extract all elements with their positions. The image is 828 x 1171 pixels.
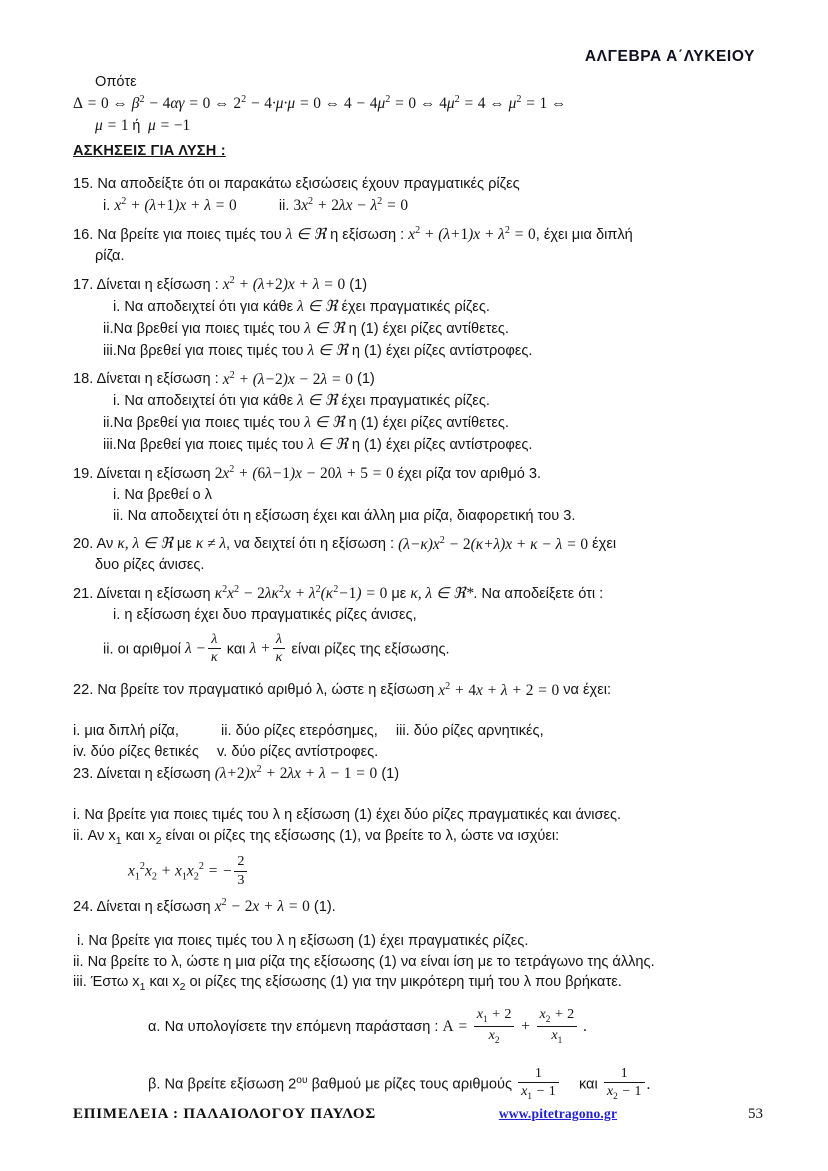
exercise-18-i-label: i. — [113, 393, 121, 410]
exercise-24-number: 24. — [73, 899, 94, 916]
exercise-20-cond2: κ ≠ λ — [195, 535, 227, 553]
exercise-16-text-a: Να βρείτε για ποιες τιμές του — [97, 227, 282, 244]
exercise-22-option-i: i. μια διπλή ρίζα, — [73, 723, 179, 740]
exercise-24-beta — [73, 1067, 763, 1103]
exercise-17-i-label: i. — [113, 298, 121, 315]
exercise-17-iii — [73, 340, 763, 362]
exercise-17-ii-label: ii. — [103, 320, 114, 337]
exercise-23-number: 23. — [73, 766, 94, 783]
exercise-17-i-set: λ ∈ ℜ — [297, 297, 338, 315]
exercise-15-ii-label: ii. — [278, 198, 290, 215]
exercise-18-i-text-b: έχει πραγματικές ρίζες. — [341, 393, 490, 410]
footer-website-link[interactable]: www.pitetragono.gr — [498, 1106, 618, 1121]
exercise-18-tag: (1) — [356, 371, 375, 388]
exercise-23-tag: (1) — [381, 766, 400, 783]
exercise-21-text-c: . Να αποδείξετε ότι : — [473, 586, 604, 603]
exercise-18-text: Δίνεται η εξίσωση : — [96, 371, 219, 388]
exercise-17-iii-text-a: Να βρεθεί για ποιες τιμές του — [116, 342, 304, 359]
exercise-20 — [73, 533, 763, 555]
section-heading: ΑΣΚΗΣΕΙΣ ΓΙΑ ΛΥΣΗ : — [73, 142, 226, 159]
exercise-18-ii-text-a: Να βρεθεί για ποιες τιμές του — [113, 415, 301, 432]
exercise-21-i-label: i. — [113, 607, 121, 624]
exercise-19-ii-label: ii. — [113, 507, 124, 524]
exercise-21-text-a: Δίνεται η εξίσωση — [96, 586, 211, 603]
exercise-24-text-a: Δίνεται η εξίσωση — [96, 899, 211, 916]
exercise-17-i — [73, 296, 763, 318]
frac-numerator: 1 — [518, 1066, 559, 1083]
exercise-18 — [73, 368, 763, 390]
period: . — [583, 1018, 587, 1036]
intro-opote: Οπότε — [95, 74, 137, 90]
frac-denominator: $x_1 - 1$ — [521, 1083, 556, 1103]
exercise-17-tag: (1) — [349, 276, 368, 293]
exercise-19-text-b: έχει ρίζα τον αριθμό 3. — [397, 466, 542, 483]
exercise-15-i-label: i. — [103, 198, 111, 215]
exercise-22-options-row1 — [73, 721, 763, 742]
exercise-17 — [73, 274, 763, 296]
subscript-1: 1 — [115, 834, 122, 847]
exercise-18-i-set: λ ∈ ℜ — [297, 392, 338, 410]
exercise-16-text-d: ρίζα. — [95, 248, 125, 265]
exercise-17-iii-text-b: η (1) έχει ρίζες αντίστροφες. — [351, 342, 533, 359]
exercise-17-i-text-a: Να αποδειχτεί ότι για κάθε — [124, 298, 294, 315]
exercise-21-cond: κ, λ ∈ ℜ* — [410, 585, 474, 603]
exercise-15-number: 15. — [73, 176, 94, 193]
ordinal-superscript: ου — [296, 1074, 308, 1086]
exercise-21 — [73, 583, 763, 605]
exercise-17-ii — [73, 318, 763, 340]
frac-denominator: κ — [210, 649, 218, 666]
exercise-22-option-ii: ii. δύο ρίζες ετερόσημες, — [221, 723, 378, 740]
exercise-24-beta-text-a: Να βρείτε εξίσωση 2 — [164, 1076, 297, 1093]
exercise-24-iii-text-b: και x — [145, 974, 180, 991]
page-number: 53 — [748, 1106, 763, 1122]
page-title: ΑΛΓΕΒΡΑ Α΄ΛΥΚΕΙΟΥ — [584, 48, 755, 65]
footer-credit: ΕΠΙΜΕΛΕΙΑ : ΠΑΛΑΙΟΛΟΓΟΥ ΠΑΥΛΟΣ — [73, 1106, 376, 1122]
exercise-15-equations — [73, 195, 763, 217]
exercise-19-i — [73, 485, 763, 506]
exercise-21-ii-text-b: και — [226, 641, 246, 658]
exercise-24-i: i. Να βρείτε για ποιες τιμές του λ η εξίσωση (1) έχει πραγματικές ρίζες. — [77, 933, 529, 950]
exercise-19 — [73, 463, 763, 485]
exercise-24-alpha-text: Να υπολογίσετε την επόμενη παράσταση : — [164, 1019, 439, 1036]
frac-denominator: 3 — [237, 871, 245, 888]
exercise-22-option-v: v. δύο ρίζες αντίστροφες. — [217, 744, 379, 761]
subscript-1: 1 — [139, 981, 146, 994]
period: . — [646, 1075, 651, 1093]
exercise-21-ii — [73, 630, 763, 667]
exercise-24-iii-text-c: οι ρίζες της εξίσωσης (1) για την μικρότερη τιμή του λ που βρήκατε. — [185, 974, 622, 991]
exercise-21-ii-label: ii. — [103, 641, 114, 658]
exercise-21-ii-expr2: λ + $\frac{\lambda}{\kappa}$ — [250, 640, 288, 657]
exercise-17-equation: $x^2 + (\lambda+2)x + \lambda = 0$ — [222, 274, 346, 293]
exercise-21-i-text: η εξίσωση έχει δυο πραγματικές ρίζες άνισες, — [124, 607, 417, 624]
exercise-17-i-text-b: έχει πραγματικές ρίζες. — [341, 298, 490, 315]
frac-denominator: κ — [275, 649, 283, 666]
exercise-21-ii-expr1: λ − $\frac{\lambda}{\kappa}$ — [185, 640, 223, 657]
exercise-18-number: 18. — [73, 371, 94, 388]
exercise-16-set: λ ∈ ℜ — [285, 226, 327, 244]
exercise-15 — [73, 174, 763, 195]
exercise-18-ii-label: ii. — [103, 415, 114, 432]
exercise-21-equation: $\kappa^2x^2 - 2\lambda\kappa^2x + \lambda^2(\kappa^2-1) = 0$ — [214, 584, 388, 603]
exercise-17-ii-text-a: Να βρεθεί για ποιες τιμές του — [113, 320, 301, 337]
exercise-16-text-b: η εξίσωση : — [330, 227, 405, 244]
exercise-24-beta-fraction-2 — [602, 1065, 651, 1103]
exercise-21-number: 21. — [73, 586, 94, 603]
exercise-17-number: 17. — [73, 276, 94, 293]
exercise-24-iii-text-a: iii. Έστω x — [73, 974, 140, 991]
exercise-24-equation: $x^2 - 2x + \lambda = 0$ — [214, 897, 310, 916]
exercise-23-ii-text-b: και x — [121, 827, 156, 844]
exercise-20-cond1: κ, λ ∈ ℜ — [117, 535, 173, 553]
exercise-19-number: 19. — [73, 466, 94, 483]
exercise-18-iii-label: iii. — [103, 437, 117, 454]
exercise-24-ii: ii. Να βρείτε το λ, ώστε η μια ρίζα της εξίσωσης (1) να είναι ίση με το τετράγωνο της άλλης. — [73, 953, 655, 970]
exercise-15-ii-equation: $3x^2 + 2\lambda x - \lambda^2 = 0$ — [293, 196, 409, 215]
exercise-16-text-c: , έχει μια διπλή — [535, 227, 633, 244]
exercise-24-beta-fraction-1 — [516, 1065, 561, 1103]
exercise-21-ii-text-c: είναι ρίζες της εξίσωσης. — [291, 641, 450, 658]
frac-numerator: 1 — [604, 1066, 645, 1083]
exercise-23-equation: $(\lambda+2)x^2 + 2\lambda x + \lambda - 1 = 0$ — [214, 763, 378, 783]
exercise-19-i-text: Να βρεθεί ο λ — [124, 487, 212, 503]
exercise-22-equation: $x^2 + 4x + \lambda + 2 = 0$ — [438, 680, 560, 699]
exercise-22-number: 22. — [73, 682, 94, 699]
exercise-24-tag: (1). — [313, 899, 336, 916]
exercise-22 — [73, 679, 763, 701]
exercise-20-text-e: δυο ρίζες άνισες. — [95, 557, 205, 574]
exercise-21-i — [73, 605, 763, 626]
subscript-2: 2 — [179, 981, 186, 994]
exercise-20-number: 20. — [73, 536, 94, 553]
frac-numerator: λ — [208, 632, 221, 649]
exercise-22-option-iii: iii. δύο ρίζες αρνητικές, — [395, 723, 544, 740]
page-footer — [73, 1106, 763, 1123]
exercise-23-i: i. Να βρείτε για ποιες τιμές του λ η εξίσωση (1) έχει δύο ρίζες πραγματικές και άνισες. — [73, 806, 622, 823]
exercise-24-beta-text-b: βαθμού με ρίζες τους αριθμούς — [307, 1076, 513, 1093]
frac-numerator: $x_2 + 2$ — [537, 1007, 578, 1027]
subscript-2: 2 — [155, 834, 162, 847]
exercise-15-i-equation: $x^2 + (\lambda+1)x + \lambda = 0$ — [114, 196, 237, 215]
exercise-24-alpha-label: α. — [148, 1019, 161, 1036]
exercise-16 — [73, 224, 763, 246]
exercise-20-text-c: , να δειχτεί ότι η εξίσωση : — [226, 536, 395, 553]
exercise-18-iii-set: λ ∈ ℜ — [307, 436, 348, 454]
exercise-17-text: Δίνεται η εξίσωση : — [96, 276, 219, 293]
frac-numerator: $x_1 + 2$ — [474, 1007, 515, 1027]
exercise-17-ii-set: λ ∈ ℜ — [304, 319, 345, 337]
exercise-20-text-a: Αν — [96, 536, 114, 553]
exercise-23-text-a: Δίνεται η εξίσωση — [96, 766, 211, 783]
exercise-23 — [73, 763, 763, 785]
frac-denominator: $x_1$ — [551, 1027, 563, 1047]
exercise-19-text-a: Δίνεται η εξίσωση — [96, 466, 211, 483]
exercise-21-ii-text-a: οι αριθμοί — [117, 641, 181, 658]
intro-discriminant-equation: Δ = 0 ⇔ $\beta^2 - 4\alpha\gamma = 0$ ⇔ $2^2 - 4\cdot\mu\cdot\mu = 0$ ⇔ $4 - 4\mu^2 = 0$ ⇔ $4\mu^2 = 4$ ⇔ $\mu^2 = 1$ ⇔ — [73, 93, 567, 112]
exercise-21-text-b: με — [391, 586, 407, 603]
exercise-16-number: 16. — [73, 227, 94, 244]
exercise-23-ii-text-c: είναι οι ρίζες της εξίσωσης (1), να βρείτε το λ, ώστε να ισχύει: — [161, 827, 560, 844]
exercise-17-iii-label: iii. — [103, 342, 117, 359]
frac-numerator: 2 — [234, 854, 247, 871]
exercise-18-iii-text-a: Να βρεθεί για ποιες τιμές του — [116, 437, 304, 454]
exercise-18-equation: $x^2 + (\lambda-2)x - 2\lambda = 0$ — [222, 369, 353, 388]
exercise-20-text-d: έχει — [592, 536, 617, 553]
exercise-19-ii-text: Να αποδειχτεί ότι η εξίσωση έχει και άλλη μια ρίζα, διαφορετική του 3. — [127, 507, 576, 524]
frac-numerator: λ — [273, 632, 286, 649]
exercise-24-beta-label: β. — [148, 1076, 161, 1093]
intro-roots: μ = 1 ή μ = −1 — [95, 116, 191, 134]
exercise-24-iii — [73, 972, 763, 995]
frac-denominator: $x_2$ — [488, 1027, 500, 1047]
exercise-24 — [73, 896, 763, 918]
exercise-24-alpha — [73, 1008, 763, 1047]
exercise-18-ii-text-b: η (1) έχει ρίζες αντίθετες. — [348, 415, 509, 432]
exercise-20-equation: $(\lambda-\kappa)x^2 - 2(\kappa+\lambda)x + \kappa - \lambda = 0$ — [398, 534, 589, 553]
exercise-18-ii-set: λ ∈ ℜ — [304, 414, 345, 432]
exercise-23-formula: $x_1^2x_2 + x_1x_2^2$ = − $\frac{2}{3}$ — [73, 855, 763, 889]
exercise-19-ii — [73, 506, 763, 527]
exercise-22-text-a: Να βρείτε τον πραγματικό αριθμό λ, ώστε η εξίσωση — [97, 682, 435, 699]
exercise-16-equation: $x^2 + (\lambda+1)x + \lambda^2 = 0$ — [408, 225, 536, 244]
exercise-18-i-text-a: Να αποδειχτεί ότι για κάθε — [124, 393, 294, 410]
exercise-23-ii — [73, 826, 763, 849]
exercise-15-text: Να αποδείξτε ότι οι παρακάτω εξισώσεις έχουν πραγματικές ρίζες — [97, 176, 520, 193]
exercise-18-iii — [73, 434, 763, 456]
exercise-24-beta-and: και — [578, 1076, 598, 1093]
exercise-18-iii-text-b: η (1) έχει ρίζες αντίστροφες. — [351, 437, 533, 454]
exercise-19-equation: $2x^2 + (6\lambda-1)x - 20\lambda + 5 = 0$ — [214, 464, 394, 483]
exercise-24-alpha-expression: A = $\frac{x_1 + 2}{x_2}$ + $\frac{x_2 + 2}{x_1}$ . — [442, 1006, 587, 1047]
exercise-20-text-b: με — [176, 536, 192, 553]
exercise-17-ii-text-b: η (1) έχει ρίζες αντίθετες. — [348, 320, 509, 337]
exercise-23-ii-text-a: ii. Αν x — [73, 827, 116, 844]
exercise-18-i — [73, 390, 763, 412]
exercise-22-options-row2 — [73, 742, 763, 763]
exercise-19-i-label: i. — [113, 487, 121, 503]
frac-denominator: $x_2 - 1$ — [606, 1083, 642, 1103]
exercise-22-text-b: να έχει: — [563, 682, 612, 699]
exercise-17-iii-set: λ ∈ ℜ — [307, 341, 348, 359]
exercise-22-option-iv: iv. δύο ρίζες θετικές — [73, 744, 199, 761]
document-body — [73, 72, 763, 1103]
exercise-18-ii — [73, 412, 763, 434]
